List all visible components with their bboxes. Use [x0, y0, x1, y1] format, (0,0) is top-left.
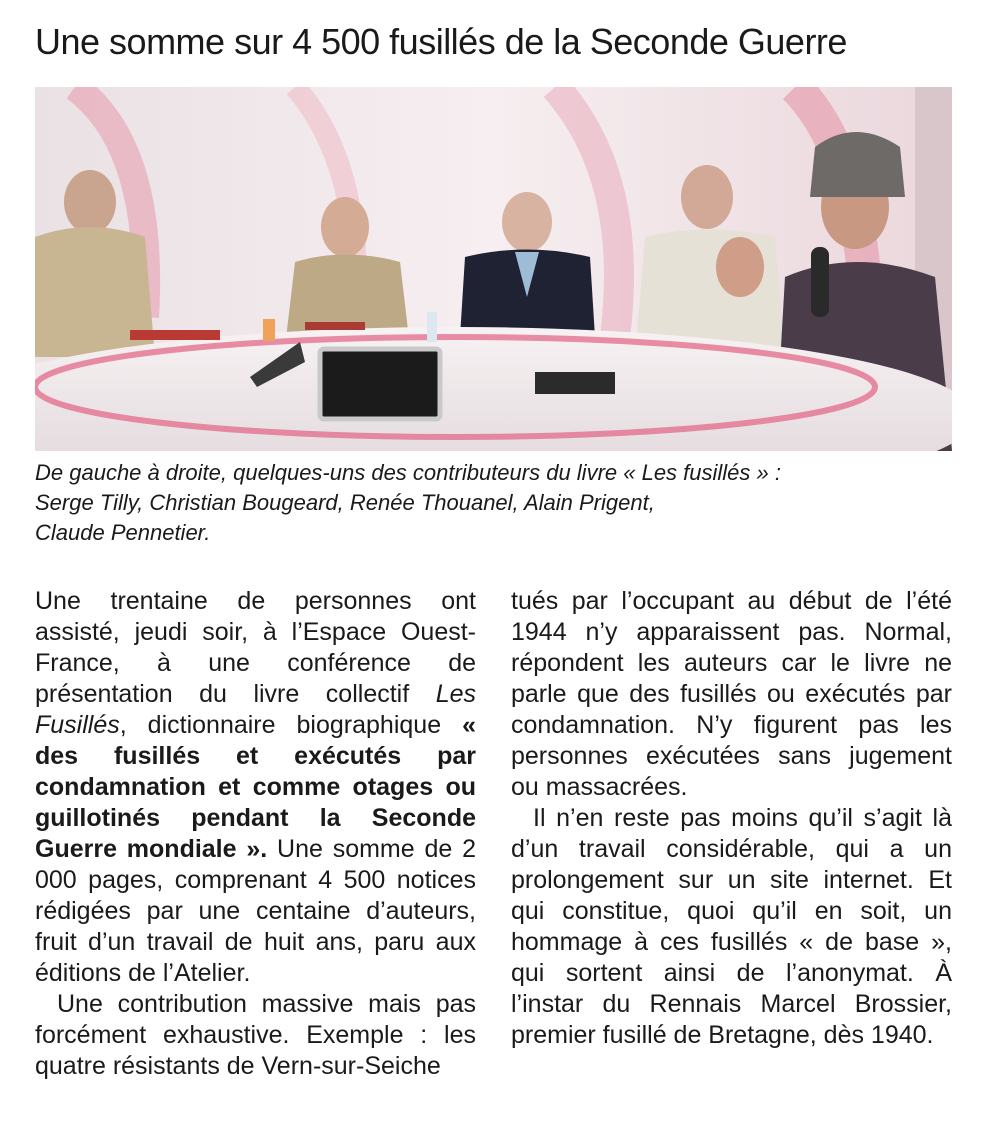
caption-line: De gauche à droite, quelques-uns des contributeurs du livre « Les fusillés » :	[35, 460, 781, 485]
body-paragraph	[35, 586, 476, 989]
article-column-right	[511, 586, 952, 1051]
caption-line: Serge Tilly, Christian Bougeard, Renée Thouanel, Alain Prigent,	[35, 490, 655, 515]
article-photo	[35, 87, 952, 451]
body-paragraph: Il n’en reste pas moins qu’il s’agit là d’un travail considérable, qui a un prolongement sur un site internet. Et qui constitue, quoi qu’il en soit, un hommage à ces fusillés « de base », qui sortent ainsi de l’anonymat. À l’instar du Rennais Marcel Brossier, premier fusillé de Bretagne, dès 1940.	[511, 804, 952, 1049]
photo-caption	[35, 458, 952, 548]
caption-line: Claude Pennetier.	[35, 520, 211, 545]
book-subtitle-quote: « des fusillés et exécutés par condamnation et comme otages ou guillotinés pendant la Seconde Guerre mondiale ».	[35, 711, 476, 863]
article-headline: Une somme sur 4 500 fusillés de la Seconde Guerre	[35, 21, 847, 62]
body-text: , dictionnaire biographique	[119, 711, 463, 739]
body-paragraph-continued: tués par l’occupant au début de l’été 1944 n’y apparaissent pas. Normal, répondent les auteurs car le livre ne parle que des fusillés ou exécutés par condamnation. N’y figurent pas les personnes exécutées sans jugement ou massacrées.	[511, 587, 952, 801]
book-title: Les Fusillés	[35, 680, 476, 739]
body-text: Une trentaine de personnes ont assisté, jeudi soir, à l’Espace Ouest-France, à une conférence de présentation du livre collectif	[35, 587, 476, 708]
article-column-left	[35, 586, 476, 1082]
panel-discussion-photo	[35, 87, 952, 451]
body-text: Une somme de 2 000 pages, comprenant 4 500 notices rédigées par une centaine d’auteurs, fruit d’un travail de huit ans, paru aux éditions de l’Atelier.	[35, 835, 476, 987]
body-paragraph: Une contribution massive mais pas forcément exhaustive. Exemple : les quatre résistants de Vern-sur-Seiche	[35, 990, 476, 1080]
